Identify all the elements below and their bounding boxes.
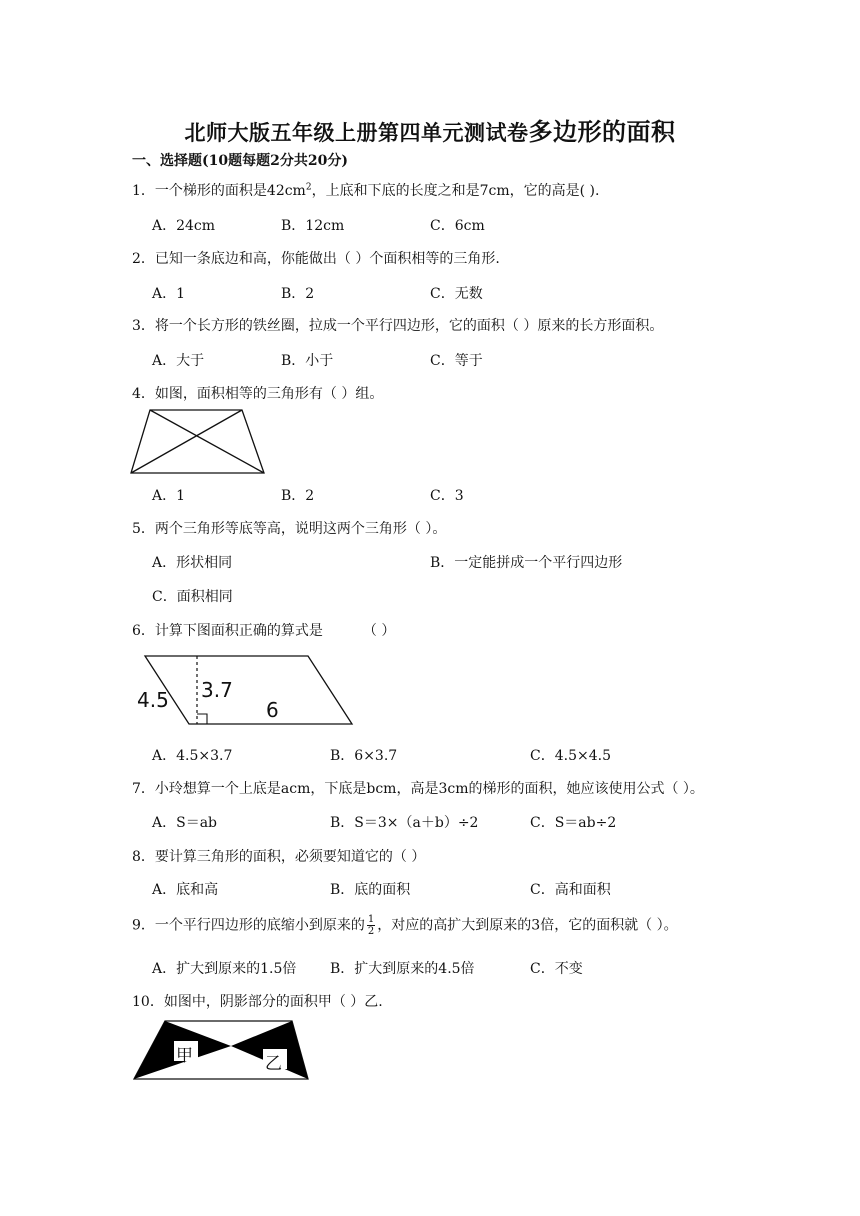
question-10: 10．如图中，阴影部分的面积甲（ ）乙. xyxy=(132,994,383,1010)
fraction-one-half: $\frac{1}{2}$ xyxy=(367,914,375,937)
question-7: 7．小玲想算一个上底是acm，下底是bcm，高是3cm的梯形的面积，她应该使用公式（ ）。 xyxy=(132,781,704,797)
option-7a[interactable]: A．S＝ab xyxy=(152,815,218,831)
option-2b[interactable]: B．2 xyxy=(281,286,315,302)
option-4c[interactable]: C．3 xyxy=(430,488,464,504)
figure-label-side: 4.5 xyxy=(137,688,169,712)
page-title: 北师大版五年级上册第四单元测试卷多边形的面积 xyxy=(184,117,676,146)
option-7b[interactable]: B．S＝3×（a＋b）÷2 xyxy=(330,815,479,831)
option-2c[interactable]: C．无数 xyxy=(430,286,483,302)
figure-label-base: 6 xyxy=(266,698,279,722)
option-5a[interactable]: A．形状相同 xyxy=(152,555,233,571)
shaded-trapezoid-figure xyxy=(132,1019,312,1083)
label-jia: 甲 xyxy=(176,1046,193,1066)
option-3a[interactable]: A．大于 xyxy=(152,353,205,369)
question-3: 3．将一个长方形的铁丝圈，拉成一个平行四边形，它的面积（ ）原来的长方形面积。 xyxy=(132,318,664,334)
section-heading: 一、选择题(10题每题2分共20分) xyxy=(132,153,348,169)
option-5c[interactable]: C．面积相同 xyxy=(152,589,233,605)
question-1: 1．一个梯形的面积是$42cm^2$，上底和下底的长度之和是7cm，它的高是( ). xyxy=(132,182,600,199)
option-7c[interactable]: C．S＝ab÷2 xyxy=(530,815,617,831)
option-5b[interactable]: B．一定能拼成一个平行四边形 xyxy=(430,555,623,571)
option-3c[interactable]: C．等于 xyxy=(430,353,483,369)
option-4b[interactable]: B．2 xyxy=(281,488,315,504)
option-1a[interactable]: A．24cm xyxy=(152,218,216,234)
option-1b[interactable]: B．12cm xyxy=(281,218,345,234)
option-6b[interactable]: B．6×3.7 xyxy=(330,748,398,764)
question-6: 6．计算下图面积正确的算式是 （ ） xyxy=(132,623,396,639)
option-4a[interactable]: A．1 xyxy=(152,488,186,504)
option-3b[interactable]: B．小于 xyxy=(281,353,334,369)
label-yi: 乙 xyxy=(265,1054,282,1074)
question-2: 2．已知一条底边和高，你能做出（ ）个面积相等的三角形. xyxy=(132,251,500,267)
question-8: 8．要计算三角形的面积，必须要知道它的（ ） xyxy=(132,849,426,865)
option-6c[interactable]: C．4.5×4.5 xyxy=(530,748,611,764)
figure-label-height: 3.7 xyxy=(201,678,233,702)
option-8c[interactable]: C．高和面积 xyxy=(530,882,611,898)
option-9b[interactable]: B．扩大到原来的4.5倍 xyxy=(330,961,475,977)
option-8b[interactable]: B．底的面积 xyxy=(330,882,411,898)
option-9c[interactable]: C．不变 xyxy=(530,961,583,977)
option-1c[interactable]: C．6cm xyxy=(430,218,485,234)
option-8a[interactable]: A．底和高 xyxy=(152,882,219,898)
option-2a[interactable]: A．1 xyxy=(152,286,186,302)
question-9: 9．一个平行四边形的底缩小到原来的 $\frac{1}{2}$ ，对应的高扩大到原来的3倍，它的面积就（ ）。 xyxy=(132,914,678,937)
trapezoid-diagonals-figure xyxy=(130,409,265,475)
question-5: 5．两个三角形等底等高，说明这两个三角形（ ）。 xyxy=(132,521,447,537)
question-4: 4．如图，面积相等的三角形有（ ）组。 xyxy=(132,386,384,402)
option-6a[interactable]: A．4.5×3.7 xyxy=(152,748,233,764)
option-9a[interactable]: A．扩大到原来的1.5倍 xyxy=(152,961,297,977)
